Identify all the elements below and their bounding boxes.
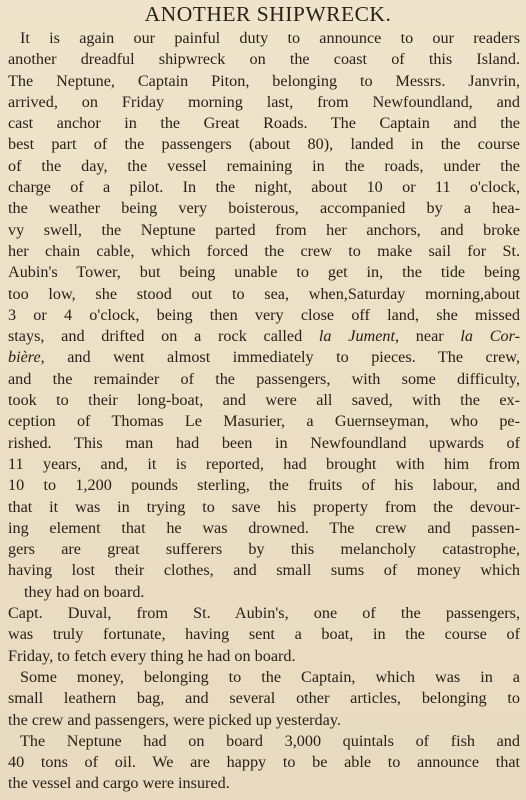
article-line: 11 years, and, it is reported, had brought with him from	[8, 454, 520, 473]
article-line: and the remainder of the passengers, with some difficulty,	[8, 369, 520, 388]
article-column	[8, 2, 520, 795]
article-line: charge of a pilot. In the night, about 10 or 11 o'clock,	[8, 178, 520, 197]
article-line: too low, she stood out to sea, when,Saturday morning,about	[8, 284, 520, 303]
article-line: they had on board.	[24, 582, 145, 601]
article-line: that it was in trying to save his property from the devour-	[8, 497, 520, 516]
article-line: took to their long-boat, and were all saved, with the ex-	[8, 391, 520, 410]
article-line: vy swell, the Neptune parted from her anchors, and broke	[8, 220, 520, 239]
article-line: Capt. Duval, from St. Aubin's, one of the passengers,	[8, 604, 520, 623]
article-line: arrived, on Friday morning last, from Newfoundland, and	[8, 92, 520, 111]
article-line: gers are great sufferers by this melancholy catastrophe,	[8, 540, 520, 559]
article-line: ing element that he was drowned. The crew and passen-	[8, 518, 520, 537]
article-line: the vessel and cargo were insured.	[8, 774, 230, 793]
article-line: Some money, belonging to the Captain, which was in a	[20, 667, 520, 686]
article-line: small leathern bag, and several other articles, belonging to	[8, 689, 520, 708]
article-line: having lost their clothes, and small sums of money which	[8, 561, 520, 580]
article-line: cast anchor in the Great Roads. The Captain and the	[8, 114, 520, 133]
article-headline: ANOTHER SHIPWRECK.	[144, 2, 392, 26]
article-line: best part of the passengers (about 80), landed in the course	[8, 135, 520, 154]
article-line: her chain cable, which forced the crew to make sail for St.	[8, 241, 520, 260]
article-line: another dreadful shipwreck on the coast of this Island.	[8, 50, 520, 69]
article-line: the weather being very boisterous, accompanied by a hea-	[8, 199, 520, 218]
article-line: Aubin's Tower, but being unable to get in, the tide being	[8, 263, 520, 282]
article-line: stays, and drifted on a rock called la Jument, near la Cor-	[8, 327, 520, 346]
article-line: The Neptune had on board 3,000 quintals of fish and	[20, 731, 520, 750]
article-body	[8, 28, 520, 795]
article-line: the crew and passengers, were picked up yesterday.	[8, 710, 341, 729]
article-line: The Neptune, Captain Piton, belonging to Messrs. Janvrin,	[8, 71, 520, 90]
article-line: Friday, to fetch every thing he had on board.	[8, 646, 296, 665]
article-line: ception of Thomas Le Masurier, a Guernseyman, who pe-	[8, 412, 520, 431]
article-line: 10 to 1,200 pounds sterling, the fruits of his labour, and	[8, 476, 520, 495]
article-line: rished. This man had been in Newfoundland upwards of	[8, 433, 520, 452]
article-line: was truly fortunate, having sent a boat, in the course of	[8, 625, 520, 644]
article-line: It is again our painful duty to announce to our readers	[20, 29, 520, 47]
article-line: bière, and went almost immediately to pieces. The crew,	[8, 348, 520, 367]
article-line: of the day, the vessel remaining in the roads, under the	[8, 156, 520, 175]
article-line: 40 tons of oil. We are happy to be able to announce that	[8, 753, 520, 772]
article-line: 3 or 4 o'clock, being then very close off land, she missed	[8, 305, 520, 324]
